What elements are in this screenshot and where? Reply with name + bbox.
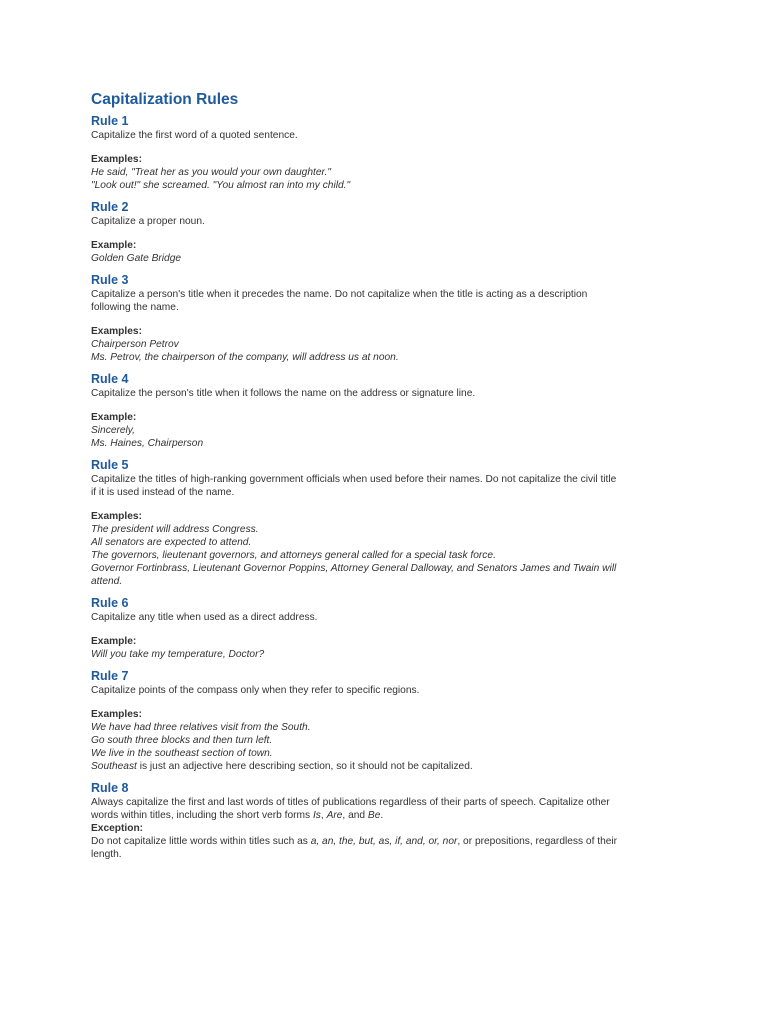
rule-heading: Rule 2 bbox=[91, 200, 129, 214]
separator: , bbox=[320, 810, 327, 821]
example-line: "Look out!" she screamed. "You almost ran into my child." bbox=[91, 180, 351, 191]
exception-text: length. bbox=[91, 849, 122, 860]
example-line: The governors, lieutenant governors, and attorneys general called for a special task force. bbox=[91, 550, 496, 561]
rule-8 bbox=[91, 780, 691, 861]
verb-form: Is bbox=[312, 810, 321, 821]
rule-text: Capitalize the first word of a quoted sentence. bbox=[91, 130, 298, 141]
examples-label: Examples: bbox=[91, 709, 142, 720]
explanation-note bbox=[91, 760, 691, 773]
rule-6 bbox=[91, 595, 691, 661]
example-line: Chairperson Petrov bbox=[91, 339, 179, 350]
little-words: a, an, the, but, as, if, and, or, nor bbox=[310, 836, 458, 847]
example-line: We live in the southeast section of town. bbox=[91, 748, 273, 759]
example-label: Example: bbox=[91, 412, 137, 423]
example-line: Governor Fortinbrass, Lieutenant Governor Poppins, Attorney General Dalloway, and Senators James and Twain will bbox=[91, 563, 617, 574]
rule-heading: Rule 5 bbox=[91, 458, 129, 472]
example-label: Example: bbox=[91, 240, 137, 251]
rule-2 bbox=[91, 199, 691, 265]
rule-7 bbox=[91, 668, 691, 773]
rule-4 bbox=[91, 371, 691, 450]
rule-text: Always capitalize the first and last words of titles of publications regardless of their parts of speech. Capitalize other bbox=[91, 797, 610, 808]
rule-text: Capitalize the titles of high-ranking government officials when used before their names. Do not capitalize the civil title bbox=[91, 474, 617, 485]
rule-text: if it is used instead of the name. bbox=[91, 487, 235, 498]
example-line: All senators are expected to attend. bbox=[91, 537, 252, 548]
examples-label: Examples: bbox=[91, 154, 142, 165]
rule-heading: Rule 1 bbox=[91, 114, 129, 128]
rule-5 bbox=[91, 457, 691, 588]
examples-label: Examples: bbox=[91, 326, 142, 337]
example-line: attend. bbox=[91, 576, 123, 587]
example-line: Go south three blocks and then turn left. bbox=[91, 735, 273, 746]
example-line: The president will address Congress. bbox=[91, 524, 259, 535]
example-line: Will you take my temperature, Doctor? bbox=[91, 649, 265, 660]
exception-text bbox=[91, 835, 691, 848]
example-line: We have had three relatives visit from the South. bbox=[91, 722, 311, 733]
rule-3 bbox=[91, 272, 691, 364]
rule-text: following the name. bbox=[91, 302, 179, 313]
rule-text: Capitalize a person's title when it precedes the name. Do not capitalize when the title is acting as a description bbox=[91, 289, 588, 300]
rule-heading: Rule 4 bbox=[91, 372, 129, 386]
verb-form: Be bbox=[367, 810, 381, 821]
document-title: Capitalization Rules bbox=[91, 91, 239, 108]
rule-heading: Rule 7 bbox=[91, 669, 129, 683]
exception-text-part: Do not capitalize little words within titles such as bbox=[91, 836, 311, 847]
rule-text-part: words within titles, including the short verb forms bbox=[91, 810, 313, 821]
example-line: Golden Gate Bridge bbox=[91, 253, 182, 264]
note-italic-word: Southeast bbox=[91, 761, 137, 772]
document-content bbox=[91, 90, 691, 861]
rule-text bbox=[91, 809, 691, 822]
examples-label: Examples: bbox=[91, 511, 142, 522]
example-line: Ms. Petrov, the chairperson of the company, will address us at noon. bbox=[91, 352, 399, 363]
exception-text-part: , or prepositions, regardless of their bbox=[457, 836, 618, 847]
rule-text: Capitalize points of the compass only when they refer to specific regions. bbox=[91, 685, 420, 696]
separator: . bbox=[380, 810, 384, 821]
example-line: Sincerely, bbox=[91, 425, 135, 436]
rule-text: Capitalize a proper noun. bbox=[91, 216, 205, 227]
example-line: He said, "Treat her as you would your own daughter." bbox=[91, 167, 331, 178]
rule-text: Capitalize the person's title when it follows the name on the address or signature line. bbox=[91, 388, 476, 399]
example-label: Example: bbox=[91, 636, 137, 647]
rule-heading: Rule 8 bbox=[91, 781, 129, 795]
separator: , and bbox=[342, 810, 368, 821]
exception-label: Exception: bbox=[91, 823, 144, 834]
rule-text: Capitalize any title when used as a direct address. bbox=[91, 612, 318, 623]
rule-heading: Rule 6 bbox=[91, 596, 129, 610]
rule-heading: Rule 3 bbox=[91, 273, 129, 287]
example-line: Ms. Haines, Chairperson bbox=[91, 438, 204, 449]
rule-1 bbox=[91, 113, 691, 192]
note-text: is just an adjective here describing section, so it should not be capitalized. bbox=[136, 761, 473, 772]
verb-form: Are bbox=[326, 810, 343, 821]
